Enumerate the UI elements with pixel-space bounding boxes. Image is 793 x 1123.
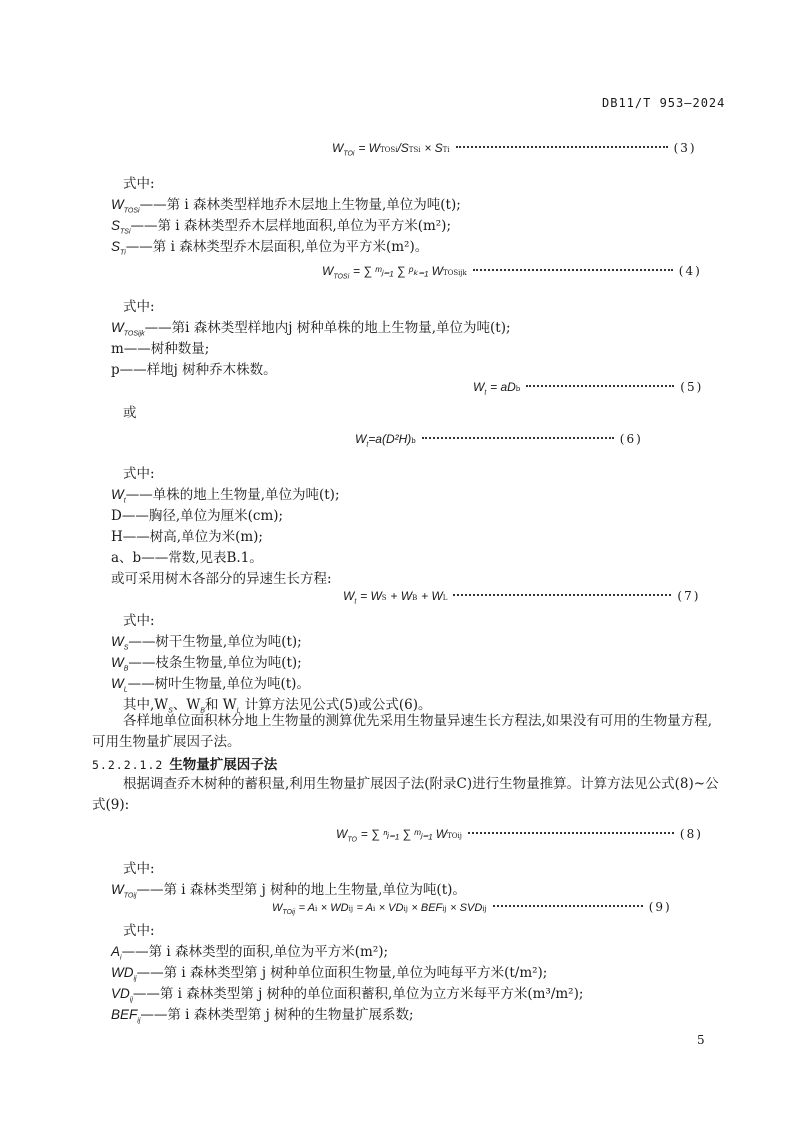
or-text: 或 bbox=[123, 405, 137, 421]
variable-definition: $BEF_{ij}——$第 i 森林类型第 j 树种的生物量扩展系数; bbox=[111, 1007, 414, 1025]
equation-number: (6) bbox=[619, 432, 643, 446]
variable-definition: m——树种数量; bbox=[111, 341, 210, 357]
equation-3: $W_{TOi}$ = W TOSi /S TSi × S Ti (3) bbox=[332, 141, 697, 158]
equation-8: $W_{TO}$ = ∑ ⁿᵢ₌₁ ∑ ᵐⱼ₌₁ W TOij (8) bbox=[336, 827, 703, 844]
page-number: 5 bbox=[697, 1033, 705, 1047]
leader-dots bbox=[473, 269, 673, 271]
equation-4: $W_{TOSi}$ = ∑ ᵐⱼ₌₁ ∑ ᵖₖ₌₁ W TOSijk (4) bbox=[322, 264, 702, 281]
equation-7: $W_t$ = W S + W B + W L (7) bbox=[343, 589, 701, 606]
where-label: 式中: bbox=[123, 613, 155, 629]
leader-dots bbox=[456, 146, 668, 148]
section-heading bbox=[92, 753, 277, 773]
equation-number: (3) bbox=[673, 141, 697, 155]
equation-number: (8) bbox=[679, 827, 703, 841]
variable-definition: $W_t——$单株的地上生物量,单位为吨(t); bbox=[111, 487, 340, 505]
equation-number: (9) bbox=[648, 900, 672, 914]
leader-dots bbox=[468, 832, 674, 834]
section-title: 生物量扩展因子法 bbox=[169, 757, 278, 773]
where-label: 式中: bbox=[123, 861, 155, 877]
leader-dots bbox=[422, 437, 614, 439]
where-label: 式中: bbox=[123, 466, 155, 482]
variable-definition: $W_{TOSijk}——$第i 森林类型样地内j 树种单株的地上生物量,单位为吨(t); bbox=[111, 320, 511, 338]
equation-6: $W_t$ =a(D²H) b (6) bbox=[355, 432, 643, 449]
variable-definition: p——样地j 树种乔木株数。 bbox=[111, 362, 277, 378]
paragraph: 各样地单位面积林分地上生物量的测算优先采用生物量异速生长方程法,如果没有可用的生物量方程,可用生物量扩展因子法。 bbox=[92, 713, 713, 750]
paragraph: 根据调查乔木树种的蓄积量,利用生物量扩展因子法(附录C)进行生物量推算。计算方法见公式(8)~公式(9): bbox=[92, 776, 719, 813]
variable-definition: $W_{TOij}——$第 i 森林类型第 j 树种的地上生物量,单位为吨(t)。 bbox=[111, 882, 466, 900]
leader-dots bbox=[453, 594, 671, 596]
variable-definition: $W_B——$枝条生物量,单位为吨(t); bbox=[111, 655, 302, 673]
variable-definition: H——树高,单位为米(m); bbox=[111, 529, 263, 545]
equation-number: (5) bbox=[680, 380, 704, 394]
variable-definition: $VD_{ij}——$第 i 森林类型第 j 树种的单位面积蓄积,单位为立方米每平方米(m³/m²); bbox=[111, 986, 584, 1004]
variable-definition: $W_S——$树干生物量,单位为吨(t); bbox=[111, 634, 302, 652]
document-code-header: DB11/T 953—2024 bbox=[602, 96, 726, 110]
variable-definition: D——胸径,单位为厘米(cm); bbox=[111, 508, 284, 524]
variable-definition: a、b——常数,见表B.1。 bbox=[111, 550, 263, 566]
where-label: 式中: bbox=[123, 299, 155, 315]
equation-number: (7) bbox=[677, 589, 701, 603]
leader-dots bbox=[526, 385, 674, 387]
variable-definition: $S_{Ti}——$第 i 森林类型乔木层面积,单位为平方米(m²)。 bbox=[111, 239, 429, 257]
section-number: 5.2.2.1.2 bbox=[92, 758, 164, 772]
variable-definition: $W_L——$树叶生物量,单位为吨(t)。 bbox=[111, 676, 310, 694]
note-line: 其中$,W_S$、$W_B$和 $W_L$ 计算方法见公式(5)或公式(6)。 bbox=[123, 697, 432, 715]
equation-number: (4) bbox=[678, 264, 702, 278]
where-label: 式中: bbox=[123, 176, 155, 192]
equation-9: $W_{TOij}$ = A i × WD ij = A i × VD ij × BEF ij × SVD ij (9) bbox=[272, 900, 672, 917]
variable-definition: $W_{TOSi}——$第 i 森林类型样地乔木层地上生物量,单位为吨(t); bbox=[111, 197, 461, 215]
variable-definition: $S_{TSi}——$第 i 森林类型乔木层样地面积,单位为平方米(m²); bbox=[111, 218, 452, 236]
intro-line: 或可采用树木各部分的异速生长方程: bbox=[111, 571, 332, 587]
variable-definition: $A_i——$第 i 森林类型的面积,单位为平方米(m²); bbox=[111, 944, 389, 962]
where-label: 式中: bbox=[123, 923, 155, 939]
leader-dots bbox=[493, 905, 643, 907]
variable-definition: $WD_{ij}——$第 i 森林类型第 j 树种单位面积生物量,单位为吨每平方米(t/m²); bbox=[111, 965, 548, 983]
equation-5: $W_t$ = aD b (5) bbox=[473, 380, 704, 397]
